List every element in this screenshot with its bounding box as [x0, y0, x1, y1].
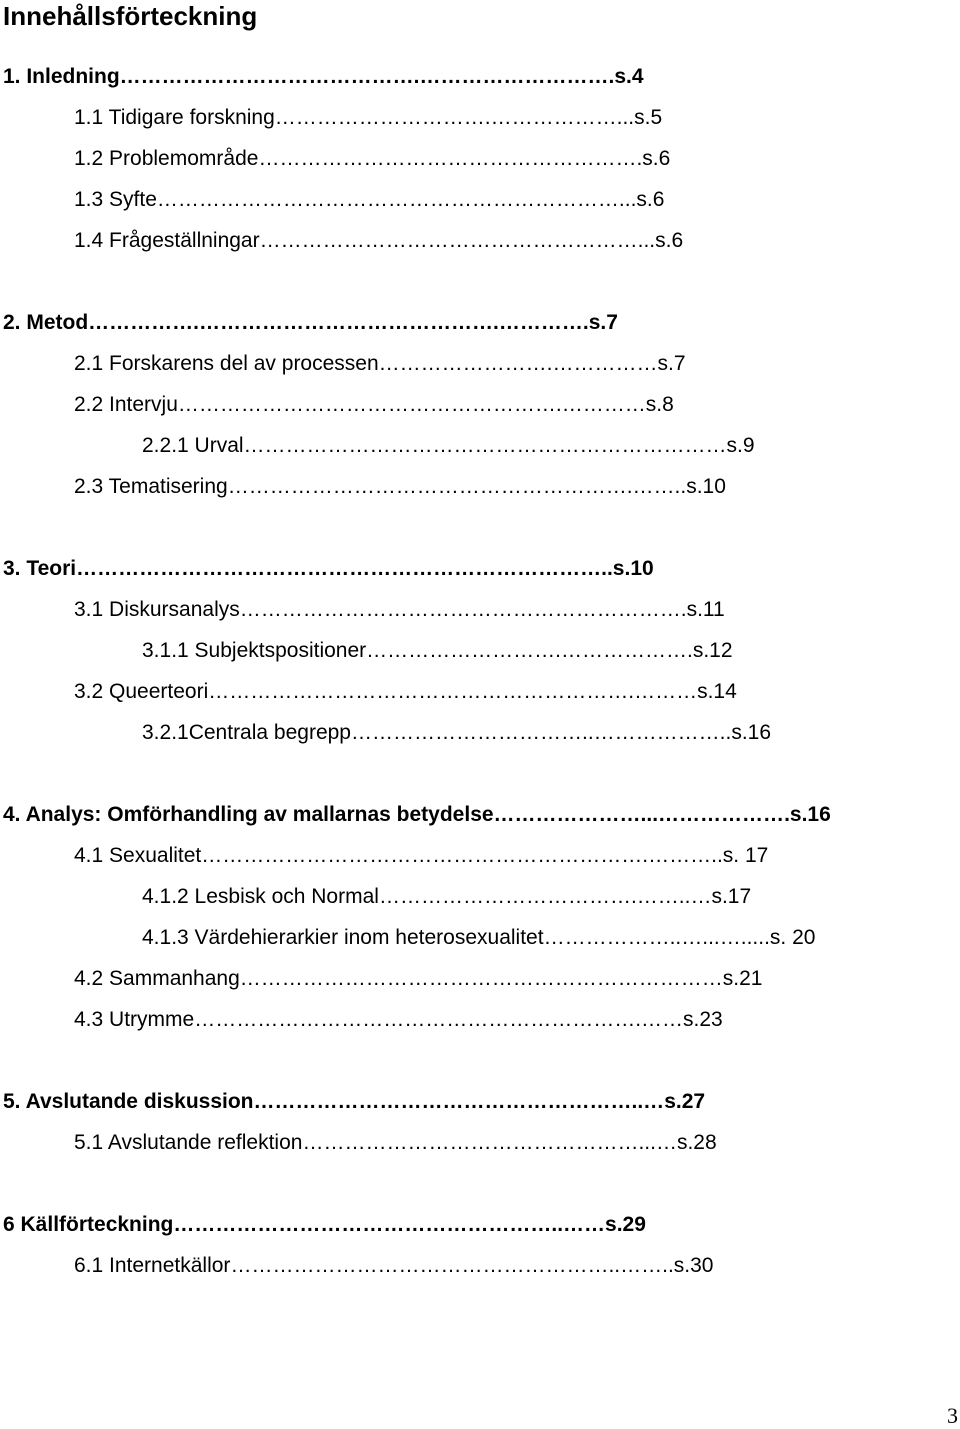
toc-entry [142, 720, 952, 746]
toc-entry-label: 4. Analys: Omförhandling av mallarnas betydelse [3, 803, 494, 826]
page-title: Innehållsförteckning [3, 1, 258, 31]
toc-entry [3, 64, 953, 90]
toc-leader-dots: ……………………………………………………….……… [201, 844, 712, 867]
toc-leader-dots: ……………………………..……………… [351, 721, 720, 744]
toc-page-ref: s.7 [657, 352, 686, 375]
toc-leader-dots: ………………………………………………………. [239, 598, 687, 621]
toc-leader-dots: …………………….…………… [378, 352, 658, 375]
toc-leader-dots: …………….…………………………………….…………. [88, 311, 589, 334]
toc-page-ref: .s.16 [784, 803, 831, 826]
toc-entry [74, 1130, 942, 1156]
toc-entry [74, 474, 953, 500]
toc-entry [74, 843, 953, 869]
toc-entry-label: 2.2.1 Urval [142, 434, 244, 457]
toc-entry-label: 4.2 Sammanhang [74, 967, 240, 990]
toc-page-ref: s.8 [645, 393, 674, 416]
toc-leader-dots: …………………………………………………….……… [208, 680, 698, 703]
toc-leader-dots: …………………………………………………………… [239, 967, 723, 990]
toc-page-ref: ..s.10 [674, 475, 726, 498]
toc-entry-label: 3. Teori [3, 557, 77, 580]
toc-entry-label: 3.2.1Centrala begrepp [142, 721, 351, 744]
toc-entry [74, 597, 952, 623]
toc-page-ref: ..s. 20 [758, 926, 816, 949]
toc-entry-label: 1.4 Frågeställningar [74, 229, 260, 252]
toc-entry [74, 392, 940, 418]
toc-entry-label: 1.3 Syfte [74, 188, 157, 211]
toc-entry-label: 1.1 Tidigare forskning [74, 106, 275, 129]
toc-leader-dots: ……………………….………………. [366, 639, 693, 662]
toc-entry-label: 1. Inledning [3, 65, 120, 88]
toc-page-ref: s.7 [588, 311, 618, 334]
toc-leader-dots: ……………………………………………….………… [177, 393, 646, 416]
toc-page-ref: s.9 [726, 434, 755, 457]
toc-entry [3, 556, 953, 582]
toc-entry [74, 1007, 953, 1033]
toc-page-ref: .s.30 [667, 1254, 714, 1277]
toc-entry-label: 4.1.3 Värdehierarkier inom heterosexualitet [142, 926, 544, 949]
toc-page-ref: ..s.10 [601, 557, 654, 580]
toc-entry-label: 5.1 Avslutande reflektion [74, 1131, 303, 1154]
toc-entry [74, 187, 953, 213]
toc-leader-dots: …………………………………………………………… [243, 434, 727, 457]
toc-page-ref: s.14 [697, 680, 737, 703]
toc-leader-dots: …………………………………………………………. [156, 188, 625, 211]
toc-entry-label: 6 Källförteckning [3, 1213, 174, 1236]
page-number: 3 [947, 1403, 958, 1428]
toc-entry [142, 433, 940, 459]
toc-leader-dots: ………………..…...…... [543, 926, 759, 949]
toc-entry [3, 1212, 945, 1238]
toc-page-ref: ..s.5 [622, 106, 663, 129]
toc-leader-dots: ………………………………………………..……. [230, 1254, 668, 1277]
toc-leader-dots: ………………………………………………. [258, 147, 643, 170]
toc-entry [3, 802, 953, 828]
toc-page-ref: s.29 [605, 1213, 646, 1236]
toc-leader-dots: ……………………………………………… [259, 229, 638, 252]
toc-entry [3, 310, 953, 336]
toc-entry [74, 105, 953, 131]
toc-page-ref: s.6 [642, 147, 671, 170]
toc-entry-label: 5. Avslutande diskussion [3, 1090, 254, 1113]
toc-page-ref: s.12 [692, 639, 733, 662]
toc-leader-dots: …………………………………….………………………. [119, 65, 615, 88]
toc-entry-label: 4.1 Sexualitet [74, 844, 202, 867]
toc-entry-label: 3.1 Diskursanalys [74, 598, 240, 621]
toc-page-ref: s.21 [722, 967, 763, 990]
toc-leader-dots: ………………………….………………. [274, 106, 623, 129]
toc-page-ref: s.4 [614, 65, 644, 88]
toc-leader-dots: ………………………………………………..… [253, 1090, 665, 1113]
toc-entry [74, 228, 953, 254]
toc-page-ref: ..s.6 [624, 188, 665, 211]
toc-entry-label: 6.1 Internetkällor [74, 1254, 231, 1277]
toc-entry [74, 146, 953, 172]
toc-page-ref: ..s.16 [719, 721, 772, 744]
toc-page-ref: s.11 [686, 598, 725, 621]
toc-leader-dots: ………………………………………………….…… [227, 475, 675, 498]
toc-entry [3, 1089, 945, 1115]
toc-leader-dots: ………………………………………………..…… [173, 1213, 606, 1236]
toc-entry-label: 2.2 Intervju [74, 393, 178, 416]
toc-entry-label: 2. Metod [3, 311, 89, 334]
toc-entry-label: 3.1.1 Subjektspositioner [142, 639, 367, 662]
toc-entry-label: 4.3 Utrymme [74, 1008, 195, 1031]
toc-entry [142, 884, 953, 910]
toc-entry-label: 1.2 Problemområde [74, 147, 259, 170]
toc-entry [74, 1253, 942, 1279]
toc-entry [142, 925, 940, 951]
toc-page-ref: ...s.6 [637, 229, 684, 252]
toc-entry-label: 3.2 Queerteori [74, 680, 209, 703]
toc-page-ref: ..s. 17 [711, 844, 769, 867]
toc-entry-label: 2.1 Forskarens del av processen [74, 352, 379, 375]
toc-leader-dots: …………………………………………...… [302, 1131, 677, 1154]
toc-entry [74, 351, 940, 377]
toc-entry [74, 679, 952, 705]
toc-page-ref: s.27 [664, 1090, 706, 1113]
toc-leader-dots: ………………………………………………………………… [76, 557, 602, 580]
toc-leader-dots: ……………………………………………………….…… [194, 1008, 684, 1031]
toc-entry-label: 2.3 Tematisering [74, 475, 228, 498]
toc-entry [142, 638, 952, 664]
toc-page-ref: s.23 [683, 1008, 723, 1031]
toc-entry [74, 966, 953, 992]
toc-page-ref: …s.17 [690, 885, 752, 908]
toc-page-ref: s.28 [676, 1131, 717, 1154]
toc-entry-label: 4.1.2 Lesbisk och Normal [142, 885, 379, 908]
toc-leader-dots: ……………………………….…….. [378, 885, 691, 908]
toc-leader-dots: …………………...……………… [493, 803, 785, 826]
